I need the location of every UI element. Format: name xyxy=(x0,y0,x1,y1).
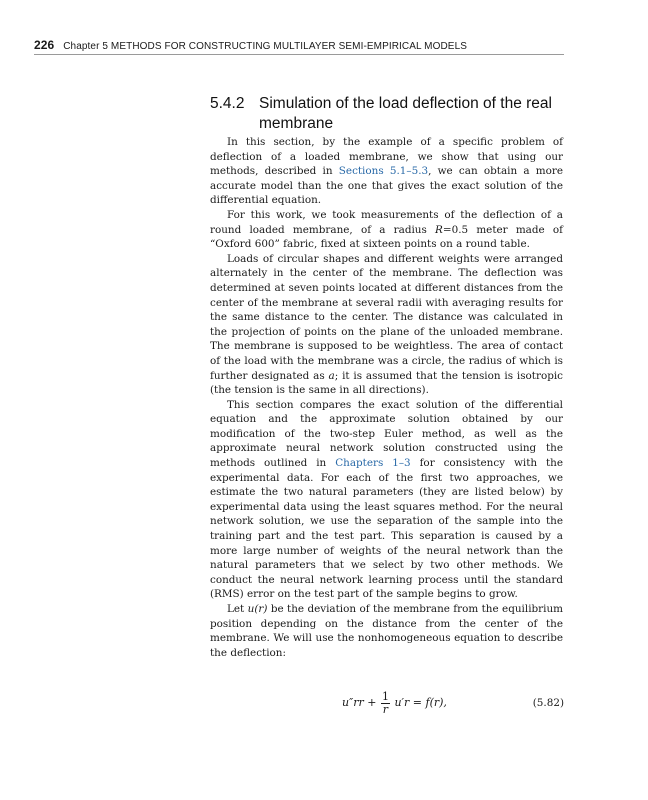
section-number: 5.4.2 xyxy=(210,95,245,112)
deviation-function-symbol: u(r) xyxy=(247,603,268,615)
paragraph-5-text-b: be the deviation of the membrane from the equilibrium position depending on the distance from the center of the membrane. We will use the nonhomogeneous equation to describe the deflection: xyxy=(210,603,564,659)
sections-crossref-link[interactable]: Sections 5.1–5.3 xyxy=(338,165,429,178)
paragraph-5 xyxy=(210,602,563,660)
paragraph-1-text-a: In this section, by the example of a specific problem of deflection of a loaded membrane, we show that using our methods, described in xyxy=(210,136,563,178)
section-title-line2: membrane xyxy=(259,115,334,132)
running-head xyxy=(34,38,564,52)
contact-radius-symbol: a xyxy=(328,369,335,382)
section-title-line1: Simulation of the load deflection of the real xyxy=(259,95,552,112)
paragraph-3-text-b: ; it is assumed that the tension is isotropic (the tension is the same in all directions). xyxy=(210,369,563,397)
section-heading xyxy=(210,94,570,134)
equation-rhs: = f(r), xyxy=(412,696,447,709)
paragraph-2-text-a: For this work, we took measurements of the deflection of a round loaded membrane, of a radius xyxy=(210,208,563,236)
equation-first-derivative: u′r xyxy=(394,696,410,709)
paragraph-4 xyxy=(210,398,563,602)
paragraph-4-text-a: This section compares the exact solution of the differential equation and the approximate solution obtained by our modification of the two-step Euler method, as well as the approximate neural network solution constructed using the methods outlined in xyxy=(210,398,563,470)
page-number: 226 xyxy=(34,38,55,52)
radius-symbol: R xyxy=(435,223,443,236)
paragraph-3 xyxy=(210,252,563,398)
equation-number: (5.82) xyxy=(532,697,564,709)
running-title: Chapter 5 METHODS FOR CONSTRUCTING MULTILAYER SEMI-EMPIRICAL MODELS xyxy=(63,41,468,52)
body-text xyxy=(210,135,563,660)
paragraph-3-text-a: Loads of circular shapes and different weights were arranged alternately in the center of the membrane. The deflection was determined at seven points located at different distances from the center of the membrane at several radii with averaging results for the same distance to the center. The distance was calculated in the projection of points on the plane of the unloaded membrane. The membrane is supposed to be weightless. The area of contact of the load with the membrane was a circle, the radius of which is further designated as xyxy=(210,252,563,382)
equation-plus: + xyxy=(367,696,377,709)
paragraph-2 xyxy=(210,208,563,252)
equation-second-derivative: u″rr xyxy=(342,696,364,709)
equation-5-82 xyxy=(210,688,564,718)
paragraph-1-text-b: , we can obtain a more accurate model than the one that gives the exact solution of the differential equation. xyxy=(210,165,564,207)
paragraph-5-text-a: Let xyxy=(227,603,248,615)
paragraph-4-text-b: for consistency with the experimental data. For each of the first two approaches, we estimate the two natural parameters (they are listed below) by experimental data using the least squares method. For the neural network solution, we use the separation of the sample into the training part and the test part. This separation is caused by a more large number of weights of the neural network than the natural parameters that we select by two other methods. We conduct the neural network learning process until the standard (RMS) error on the test part of the sample begins to grow. xyxy=(210,457,564,601)
equation-fraction xyxy=(381,691,390,716)
paragraph-1 xyxy=(210,135,563,208)
paragraph-2-text-b: =0.5 meter made of “Oxford 600” fabric, fixed at sixteen points on a round table. xyxy=(210,223,563,251)
header-rule xyxy=(34,54,564,55)
fraction-numerator: 1 xyxy=(381,689,389,703)
chapters-crossref-link[interactable]: Chapters 1–3 xyxy=(335,457,411,470)
equation-body xyxy=(342,688,447,718)
fraction-denominator: r xyxy=(382,702,389,716)
